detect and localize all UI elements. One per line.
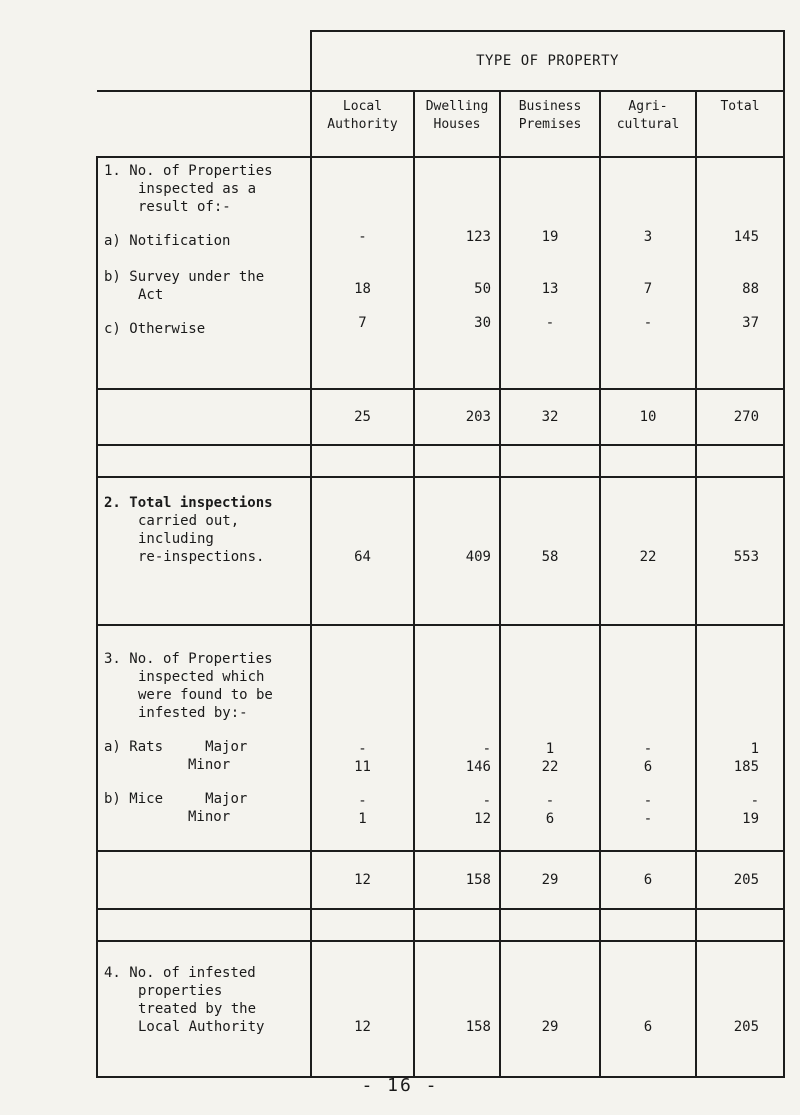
section-1-total-business-premises: 32 xyxy=(500,389,600,445)
spacer-cell xyxy=(500,909,600,941)
cell-value: - xyxy=(643,741,653,757)
cell-value: 50 xyxy=(474,281,491,297)
spacer-cell xyxy=(311,445,414,477)
cell-value: 1 xyxy=(750,741,760,757)
spacer-cell xyxy=(414,445,500,477)
section-3-total xyxy=(696,625,784,851)
col-header-line: Authority xyxy=(327,117,398,132)
section-3-total-agricultural: 6 xyxy=(600,851,696,909)
section-title-line: result of:- xyxy=(138,199,231,215)
section-2-business-premises: 58 xyxy=(500,477,600,625)
spacer-cell xyxy=(696,445,784,477)
spacer-cell xyxy=(500,445,600,477)
section-3-local-authority xyxy=(311,625,414,851)
spacer-cell xyxy=(311,909,414,941)
cell-value: - xyxy=(643,811,653,827)
col-header-line: cultural xyxy=(616,117,680,132)
row-grade: Minor xyxy=(188,809,231,825)
section-1-grand-total: 270 xyxy=(696,389,784,445)
section-2-agricultural: 22 xyxy=(600,477,696,625)
cell-value: 3 xyxy=(643,229,653,245)
property-inspection-table xyxy=(96,30,785,1078)
cell-value: 13 xyxy=(541,281,559,297)
empty-label-cell xyxy=(97,851,311,909)
section-1-label xyxy=(97,157,311,389)
cell-value: - xyxy=(482,793,491,809)
section-title-line: Local Authority xyxy=(138,1019,265,1035)
col-header-line: Dwelling xyxy=(425,99,489,114)
page-number: - 16 - xyxy=(361,1075,439,1096)
col-header-local-authority xyxy=(311,91,414,157)
col-header-line: Local xyxy=(342,99,383,114)
section-title-line: carried out, xyxy=(138,513,240,529)
section-1-total-dwelling-houses: 203 xyxy=(414,389,500,445)
section-title-line: 1. No. of Properties xyxy=(104,163,273,179)
cell-value: 11 xyxy=(354,759,371,775)
row-label-survey-cont: Act xyxy=(138,287,164,303)
col-header-business-premises xyxy=(500,91,600,157)
row-label-survey: b) Survey under the xyxy=(104,269,265,285)
cell-value: - xyxy=(358,229,367,245)
col-header-line: Houses xyxy=(433,117,481,132)
cell-value: - xyxy=(482,741,491,757)
spacer-cell xyxy=(414,909,500,941)
spacer-cell xyxy=(600,909,696,941)
col-header-total xyxy=(696,91,784,157)
section-title-line: re-inspections. xyxy=(138,549,265,565)
spacer-cell xyxy=(97,909,311,941)
cell-value: 12 xyxy=(474,811,491,827)
section-4-total: 205 xyxy=(696,941,784,1077)
cell-value: 6 xyxy=(545,811,555,827)
section-3-agricultural xyxy=(600,625,696,851)
section-3-grand-total: 205 xyxy=(696,851,784,909)
section-4-business-premises: 29 xyxy=(500,941,600,1077)
section-title-line: 3. No. of Properties xyxy=(104,651,273,667)
section-4-dwelling-houses: 158 xyxy=(414,941,500,1077)
spacer-cell xyxy=(696,909,784,941)
cell-value: 22 xyxy=(541,759,559,775)
section-1-local-authority xyxy=(311,157,414,389)
row-grade: Major xyxy=(205,739,248,755)
section-3-total-business-premises: 29 xyxy=(500,851,600,909)
col-header-line: Total xyxy=(720,99,760,114)
section-4-label xyxy=(97,941,311,1077)
section-4-local-authority: 12 xyxy=(311,941,414,1077)
empty-corner-cell xyxy=(97,31,311,91)
cell-value: 37 xyxy=(742,315,760,331)
cell-value: 1 xyxy=(358,811,367,827)
cell-value: - xyxy=(358,741,367,757)
col-header-line: Agri- xyxy=(628,99,668,114)
section-2-label xyxy=(97,477,311,625)
section-title-line: were found to be xyxy=(138,687,273,703)
section-title-line: treated by the xyxy=(138,1001,257,1017)
section-2-total: 553 xyxy=(696,477,784,625)
cell-value: 7 xyxy=(358,315,367,331)
empty-corner-cell xyxy=(97,91,311,157)
type-of-property-header: TYPE OF PROPERTY xyxy=(311,31,784,91)
empty-label-cell xyxy=(97,389,311,445)
row-label-otherwise: c) Otherwise xyxy=(104,321,206,337)
cell-value: 18 xyxy=(354,281,371,297)
section-3-total-local-authority: 12 xyxy=(311,851,414,909)
cell-value: - xyxy=(643,315,653,331)
row-prefix: b) xyxy=(104,791,121,807)
section-title-line: inspected as a xyxy=(138,181,257,197)
section-2-dwelling-houses: 409 xyxy=(414,477,500,625)
section-title-line: 2. Total inspections xyxy=(104,495,273,511)
cell-value: 7 xyxy=(643,281,653,297)
row-animal-mice: Mice xyxy=(129,791,164,807)
section-3-total-dwelling-houses: 158 xyxy=(414,851,500,909)
section-title-line: inspected which xyxy=(138,669,265,685)
cell-value: - xyxy=(358,793,367,809)
cell-value: 145 xyxy=(733,229,760,245)
section-title-line: 4. No. of infested xyxy=(104,965,256,981)
cell-value: 185 xyxy=(733,759,760,775)
cell-value: - xyxy=(545,315,555,331)
cell-value: - xyxy=(750,793,760,809)
col-header-line: Business xyxy=(518,99,582,114)
section-title-line: including xyxy=(138,531,214,547)
spacer-cell xyxy=(97,445,311,477)
cell-value: - xyxy=(643,793,653,809)
section-3-business-premises xyxy=(500,625,600,851)
cell-value: 30 xyxy=(474,315,491,331)
col-header-agricultural xyxy=(600,91,696,157)
cell-value: 146 xyxy=(465,759,491,775)
section-3-label xyxy=(97,625,311,851)
cell-value: 19 xyxy=(541,229,559,245)
spacer-cell xyxy=(600,445,696,477)
section-1-agricultural xyxy=(600,157,696,389)
row-grade: Minor xyxy=(188,757,231,773)
section-1-dwelling-houses xyxy=(414,157,500,389)
col-header-line: Premises xyxy=(518,117,582,132)
section-1-total-local-authority: 25 xyxy=(311,389,414,445)
section-title-line: infested by:- xyxy=(138,705,248,721)
section-2-local-authority: 64 xyxy=(311,477,414,625)
section-1-business-premises xyxy=(500,157,600,389)
cell-value: - xyxy=(545,793,555,809)
row-grade: Major xyxy=(205,791,248,807)
row-prefix: a) xyxy=(104,739,121,755)
section-1-total-agricultural: 10 xyxy=(600,389,696,445)
section-1-total xyxy=(696,157,784,389)
section-title-line: properties xyxy=(138,983,223,999)
cell-value: 6 xyxy=(643,759,653,775)
row-animal-rats: Rats xyxy=(129,739,164,755)
section-4-agricultural: 6 xyxy=(600,941,696,1077)
cell-value: 123 xyxy=(465,229,491,245)
cell-value: 1 xyxy=(545,741,555,757)
cell-value: 19 xyxy=(742,811,760,827)
col-header-dwelling-houses xyxy=(414,91,500,157)
section-3-dwelling-houses xyxy=(414,625,500,851)
cell-value: 88 xyxy=(742,281,760,297)
row-label-notification: a) Notification xyxy=(104,233,231,249)
